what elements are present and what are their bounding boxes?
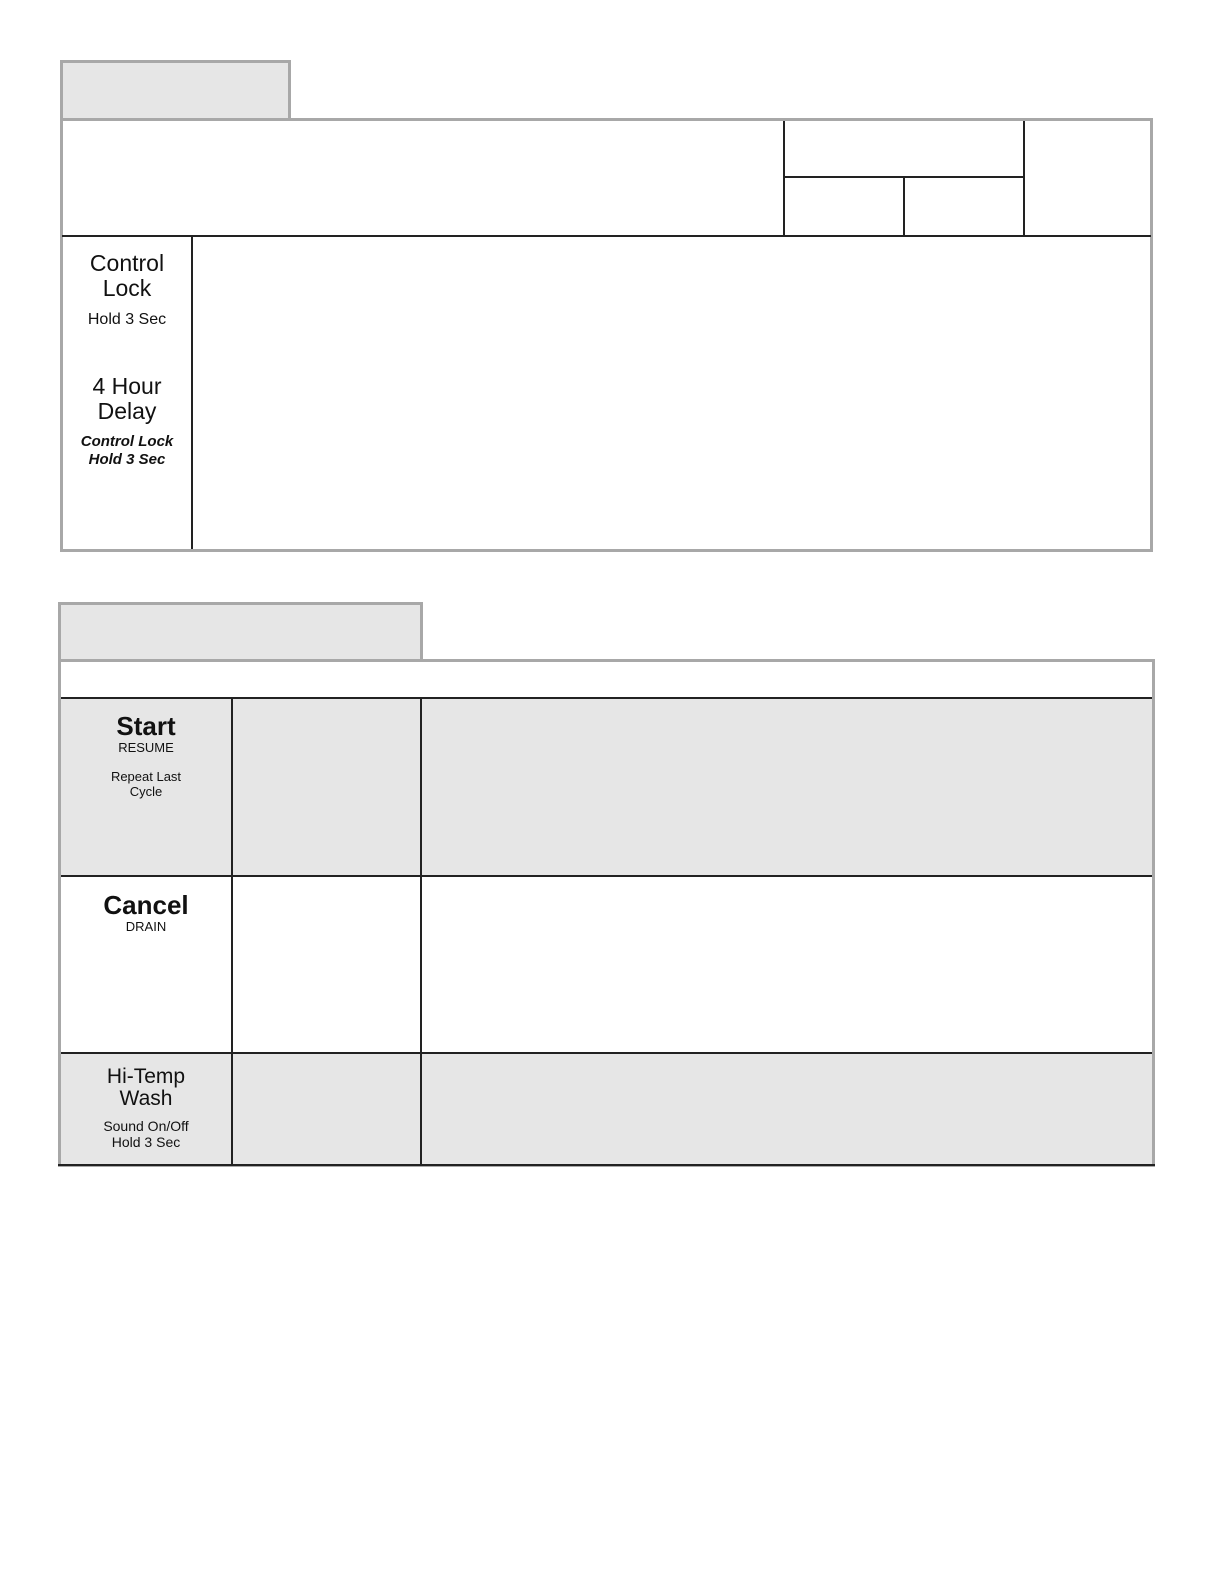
delay-title-line1: 4 Hour bbox=[92, 373, 162, 399]
delay-sub-line2: Hold 3 Sec bbox=[88, 451, 166, 468]
s2-bottom-rule bbox=[58, 1164, 1155, 1166]
s2-column-divider-1 bbox=[231, 698, 233, 1165]
s1-body-column-divider bbox=[191, 236, 193, 549]
delay-sub-line1: Control Lock bbox=[80, 433, 174, 450]
control-lock-title-line2: Lock bbox=[102, 275, 152, 301]
section2-tab bbox=[58, 602, 423, 662]
control-lock-sub: Hold 3 Sec bbox=[87, 311, 167, 328]
s2-header-rule bbox=[61, 697, 1152, 699]
cancel-label bbox=[61, 891, 231, 934]
start-title: Start bbox=[116, 711, 176, 741]
s1-header-divider-a bbox=[783, 121, 785, 236]
hitemp-label bbox=[61, 1066, 231, 1150]
s1-header-divider-c bbox=[903, 176, 905, 236]
s2-row-rule-2 bbox=[61, 1052, 1152, 1054]
section1-tab bbox=[60, 60, 291, 120]
section1-table bbox=[60, 118, 1153, 552]
start-sub: RESUME bbox=[118, 740, 174, 755]
start-label bbox=[61, 712, 231, 799]
delay-title-line2: Delay bbox=[97, 398, 157, 424]
delay-label bbox=[63, 374, 191, 469]
hitemp-title-line2: Wash bbox=[119, 1087, 173, 1110]
cancel-title: Cancel bbox=[103, 890, 189, 920]
s1-header-bottom-rule bbox=[62, 235, 1151, 237]
hitemp-title-line1: Hi-Temp bbox=[106, 1065, 186, 1088]
control-lock-label bbox=[63, 251, 191, 329]
start-extra-line2: Cycle bbox=[129, 784, 163, 799]
hitemp-sub-line2: Hold 3 Sec bbox=[111, 1134, 181, 1150]
control-lock-title-line1: Control bbox=[89, 250, 165, 276]
start-extra-line1: Repeat Last bbox=[110, 769, 182, 784]
cancel-sub: DRAIN bbox=[125, 919, 167, 934]
s2-row-rule-1 bbox=[61, 875, 1152, 877]
s2-column-divider-2 bbox=[420, 698, 422, 1165]
hitemp-sub-line1: Sound On/Off bbox=[103, 1118, 189, 1134]
s1-header-divider-b bbox=[1023, 121, 1025, 236]
